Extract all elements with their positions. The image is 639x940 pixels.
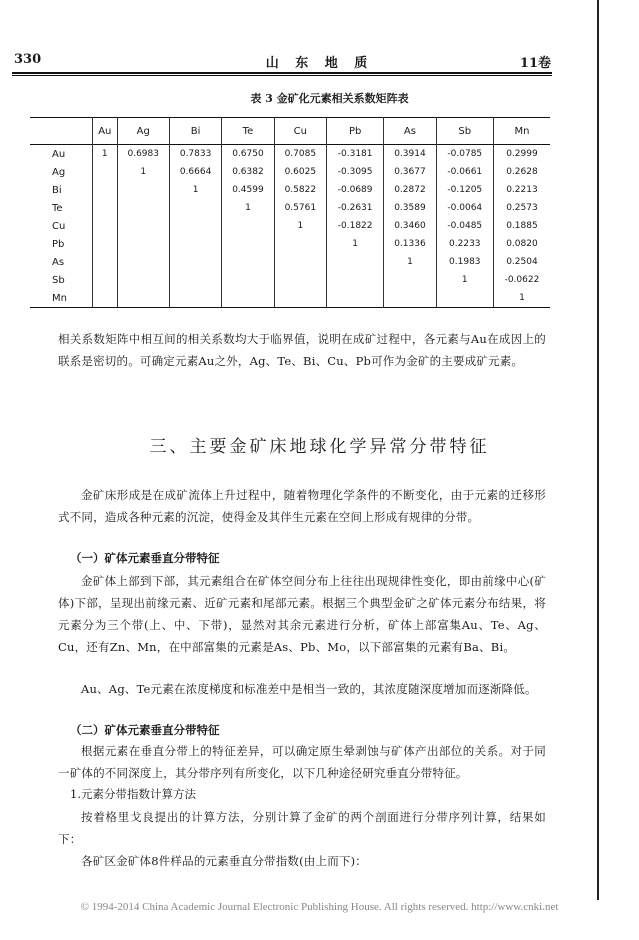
- table-cell: 0.2573: [493, 199, 550, 217]
- table-cell: [222, 235, 274, 253]
- table-cell: [169, 199, 221, 217]
- table-cell: -0.1205: [436, 181, 493, 199]
- column-header: Mn: [493, 118, 550, 145]
- table-cell: [436, 289, 493, 308]
- table-cell: [117, 289, 169, 308]
- table-cell: 0.2999: [493, 145, 550, 164]
- table-cell: 0.3589: [384, 199, 436, 217]
- header-rule-thin: [12, 75, 552, 76]
- table-cell: -0.0661: [436, 163, 493, 181]
- table-row: [30, 271, 550, 289]
- column-header: Pb: [327, 118, 384, 145]
- volume-label: 11卷: [519, 56, 551, 71]
- subsection-heading-1: （一）矿体元素垂直分带特征: [70, 551, 220, 565]
- table-row: [30, 253, 550, 271]
- table-row: [30, 199, 550, 217]
- subsection-heading-2: （二）矿体元素垂直分带特征: [70, 723, 220, 737]
- table-cell: [93, 235, 118, 253]
- table-cell: [327, 271, 384, 289]
- table-cell: [117, 181, 169, 199]
- header-rule-thick: [12, 72, 552, 74]
- table-cell: [169, 271, 221, 289]
- page-number: 330: [14, 52, 42, 67]
- table-cell: [222, 217, 274, 235]
- table-cell: -0.0785: [436, 145, 493, 164]
- table-cell: 1: [169, 181, 221, 199]
- table-cell: -0.1822: [327, 217, 384, 235]
- column-header: Ag: [117, 118, 169, 145]
- table-cell: [384, 271, 436, 289]
- row-label: Bi: [52, 184, 62, 196]
- paragraph-method: 按着格里戈良提出的计算方法，分别计算了金矿的两个剖面进行分带序列计算，结果如下：: [58, 810, 546, 846]
- table-cell: 1: [327, 235, 384, 253]
- table-row: [30, 289, 550, 308]
- table-cell: [384, 289, 436, 308]
- column-header: As: [384, 118, 436, 145]
- table-cell: [222, 271, 274, 289]
- table-row: [30, 163, 550, 181]
- row-label: Pb: [52, 238, 65, 250]
- table-cell: -0.0485: [436, 217, 493, 235]
- table-cell: [93, 199, 118, 217]
- table-cell: [274, 235, 326, 253]
- table-cell: -0.2631: [327, 199, 384, 217]
- table-cell: 0.5822: [274, 181, 326, 199]
- table-cell: [169, 217, 221, 235]
- table-corner-cell: [30, 118, 93, 145]
- table-cell: -0.3095: [327, 163, 384, 181]
- row-label: Te: [52, 202, 63, 214]
- table-cell: 0.4599: [222, 181, 274, 199]
- table-cell: 0.2628: [493, 163, 550, 181]
- column-header: Au: [93, 118, 118, 145]
- row-label: Au: [52, 148, 66, 160]
- table-cell: 0.3677: [384, 163, 436, 181]
- column-header: Sb: [436, 118, 493, 145]
- paragraph-erosion: 根据元素在垂直分带上的特征差异，可以确定原生晕剥蚀与矿体产出部位的关系。对于同一矿体的不同深度上，其分带序列有所变化，以下几种途径研究垂直分带特征。: [58, 744, 546, 780]
- table-cell: 0.1983: [436, 253, 493, 271]
- table-cell: 1: [222, 199, 274, 217]
- row-label: As: [52, 256, 65, 268]
- table-cell: 1: [93, 145, 118, 164]
- table-cell: [117, 253, 169, 271]
- table-cell: 0.2213: [493, 181, 550, 199]
- table-row: [30, 181, 550, 199]
- table-cell: -0.3181: [327, 145, 384, 164]
- table-cell: 0.2504: [493, 253, 550, 271]
- table-cell: [169, 253, 221, 271]
- table-cell: 0.1336: [384, 235, 436, 253]
- table-cell: -0.0622: [493, 271, 550, 289]
- table-cell: 0.2872: [384, 181, 436, 199]
- row-label: Ag: [52, 166, 66, 178]
- table-cell: [327, 289, 384, 308]
- subsection-heading-3: 1.元素分带指数计算方法: [70, 787, 196, 801]
- table-cell: -0.0689: [327, 181, 384, 199]
- table-cell: 0.2233: [436, 235, 493, 253]
- table-cell: [222, 253, 274, 271]
- table-cell: 0.6750: [222, 145, 274, 164]
- table-header-row: [30, 118, 550, 145]
- section-title: 三、主要金矿床地球化学异常分带特征: [149, 437, 490, 457]
- table-cell: 1: [436, 271, 493, 289]
- table-caption: 表 3 金矿化元素相关系数矩阵表: [250, 92, 409, 105]
- table-cell: [93, 271, 118, 289]
- table-cell: 0.3460: [384, 217, 436, 235]
- table-cell: 1: [493, 289, 550, 308]
- table-cell: 0.5761: [274, 199, 326, 217]
- table-cell: [117, 199, 169, 217]
- column-header: Te: [222, 118, 274, 145]
- table-cell: [117, 271, 169, 289]
- table-cell: [274, 253, 326, 271]
- paragraph-results: 各矿区金矿体8件样品的元素垂直分带指数(由上而下)：: [81, 854, 367, 868]
- copyright-footer: © 1994-2014 China Academic Journal Electronic Publishing House. All rights reserved. http://www.cnki.net: [80, 901, 559, 913]
- table-row: [30, 235, 550, 253]
- journal-title: 山 东 地 质: [265, 56, 374, 71]
- table-cell: 0.6382: [222, 163, 274, 181]
- table-cell: -0.0064: [436, 199, 493, 217]
- table-cell: 1: [384, 253, 436, 271]
- table-cell: 1: [117, 163, 169, 181]
- table-cell: 0.7833: [169, 145, 221, 164]
- table-cell: 0.0820: [493, 235, 550, 253]
- table-cell: 0.6664: [169, 163, 221, 181]
- table-cell: [117, 235, 169, 253]
- table-cell: 0.1885: [493, 217, 550, 235]
- table-cell: [93, 289, 118, 308]
- table-cell: [93, 163, 118, 181]
- paragraph-correlation: 相关系数矩阵中相互间的相关系数均大于临界值，说明在成矿过程中，各元素与Au在成因上的联系是密切的。可确定元素Au之外，Ag、Te、Bi、Cu、Pb可作为金矿的主要成矿元素。: [58, 332, 546, 368]
- paragraph-gradient: Au、Ag、Te元素在浓度梯度和标准差中是相当一致的，其浓度随深度增加而逐渐降低。: [81, 682, 537, 696]
- table-cell: 0.7085: [274, 145, 326, 164]
- table-cell: [93, 181, 118, 199]
- row-label: Cu: [52, 220, 66, 232]
- table-cell: [169, 289, 221, 308]
- table-cell: 1: [274, 217, 326, 235]
- table-body: [30, 145, 550, 308]
- table-cell: 0.3914: [384, 145, 436, 164]
- paragraph-intro: 金矿床形成是在成矿流体上升过程中，随着物理化学条件的不断变化，由于元素的迁移形式不同，造成各种元素的沉淀，使得金及其伴生元素在空间上形成有规律的分带。: [58, 488, 546, 524]
- column-header: Bi: [169, 118, 221, 145]
- correlation-table: [30, 117, 550, 308]
- row-label: Mn: [52, 292, 67, 304]
- column-header: Cu: [274, 118, 326, 145]
- table-cell: [117, 217, 169, 235]
- table-cell: [222, 289, 274, 308]
- table-cell: [274, 271, 326, 289]
- table-cell: [327, 253, 384, 271]
- table-cell: [169, 235, 221, 253]
- paragraph-vertical-zoning: 金矿体上部到下部，其元素组合在矿体空间分布上往往出现规律性变化，即由前缘中心(矿体)下部，呈现出前缘元素、近矿元素和尾部元素。根据三个典型金矿之矿体元素分布结果，将元素分为三个带(上、中、下带)，显然对其余元素进行分析，矿体上部富集Au、Te、Ag、Cu，还有Zn、Mn，在中部富集的元素是As、Pb、Mo，以下部富集的元素有Ba、Bi。: [58, 574, 546, 654]
- table-cell: 0.6025: [274, 163, 326, 181]
- table-cell: [93, 217, 118, 235]
- table-cell: 0.6983: [117, 145, 169, 164]
- table-cell: [93, 253, 118, 271]
- table-row: [30, 145, 550, 164]
- table-row: [30, 217, 550, 235]
- row-label: Sb: [52, 274, 65, 286]
- table-cell: [274, 289, 326, 308]
